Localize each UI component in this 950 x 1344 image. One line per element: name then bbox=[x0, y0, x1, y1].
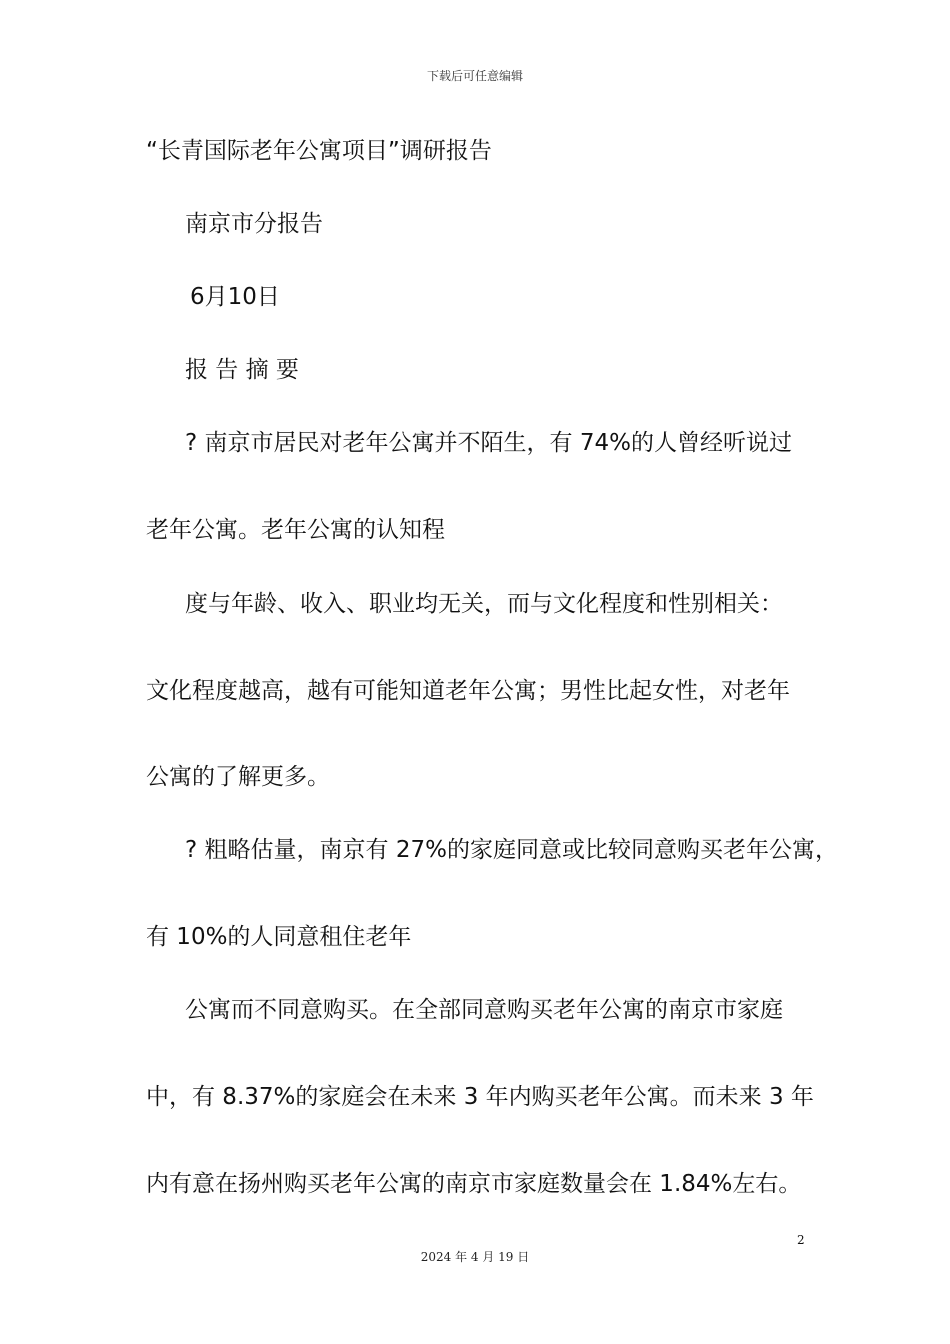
body-line: 文化程度越高，越有可能知道老年公寓；男性比起女性，对老年 bbox=[146, 678, 790, 704]
body-line: 公寓的了解更多。 bbox=[146, 764, 330, 790]
body-line: 公寓而不同意购买。在全部同意购买老年公寓的南京市家庭 bbox=[185, 997, 783, 1023]
body-line: 中，有 8.37%的家庭会在未来 3 年内购买老年公寓。而未来 3 年 bbox=[146, 1084, 814, 1110]
summary-heading: 报 告 摘 要 bbox=[185, 357, 299, 383]
body-line: 内有意在扬州购买老年公寓的南京市家庭数量会在 1.84%左右。 bbox=[146, 1171, 802, 1197]
body-line: ? 南京市居民对老年公寓并不陌生，有 74%的人曾经听说过 bbox=[185, 430, 792, 456]
page-number: 2 bbox=[797, 1233, 805, 1247]
body-line: ? 粗略估量，南京有 27%的家庭同意或比较同意购买老年公寓， bbox=[185, 837, 838, 863]
body-line: 有 10%的人同意租住老年 bbox=[146, 924, 412, 950]
document-subtitle: 南京市分报告 bbox=[185, 211, 323, 237]
body-line: 度与年龄、收入、职业均无关，而与文化程度和性别相关： bbox=[185, 591, 783, 617]
body-line: 老年公寓。老年公寓的认知程 bbox=[146, 517, 445, 543]
page-footer-date: 2024 年 4 月 19 日 bbox=[420, 1250, 530, 1264]
document-date: 6月10日 bbox=[190, 284, 280, 310]
page-header: 下载后可任意编辑 bbox=[426, 69, 523, 83]
document-title: “长青国际老年公寓项目”调研报告 bbox=[146, 138, 492, 164]
